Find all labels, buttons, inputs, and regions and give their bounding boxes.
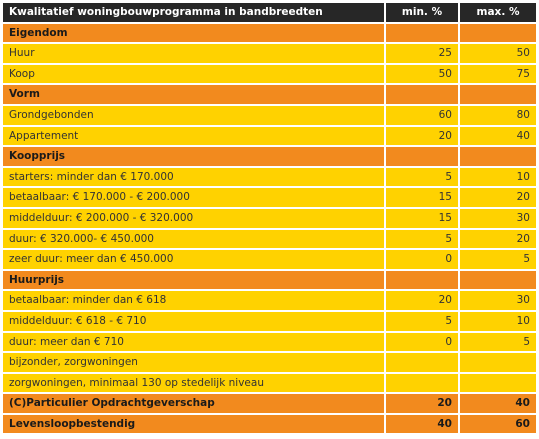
max-percent: 40 xyxy=(460,394,536,415)
min-percent: 15 xyxy=(386,209,460,230)
max-percent: 5 xyxy=(460,333,536,354)
table-row xyxy=(3,230,536,251)
max-percent xyxy=(460,147,536,168)
table-header-row xyxy=(3,3,536,24)
max-percent xyxy=(460,271,536,292)
row-label: Grondgebonden xyxy=(3,106,386,127)
table-row xyxy=(3,333,536,354)
header-title: Kwalitatief woningbouwprogramma in bandbreedten xyxy=(3,3,386,24)
header-max: max. % xyxy=(460,3,536,24)
max-percent xyxy=(460,353,536,374)
max-percent: 5 xyxy=(460,250,536,271)
row-label: Levensloopbestendig xyxy=(3,415,386,436)
max-percent: 40 xyxy=(460,127,536,148)
min-percent xyxy=(386,147,460,168)
row-label: zeer duur: meer dan € 450.000 xyxy=(3,250,386,271)
max-percent xyxy=(460,374,536,395)
max-percent xyxy=(460,24,536,45)
section-label: Koopprijs xyxy=(3,147,386,168)
max-percent: 80 xyxy=(460,106,536,127)
row-label: Koop xyxy=(3,65,386,86)
max-percent: 50 xyxy=(460,44,536,65)
min-percent: 40 xyxy=(386,415,460,436)
row-label: Huur xyxy=(3,44,386,65)
max-percent: 10 xyxy=(460,312,536,333)
row-label: betaalbaar: minder dan € 618 xyxy=(3,291,386,312)
table-row xyxy=(3,374,536,395)
table-row xyxy=(3,65,536,86)
row-label: middelduur: € 618 - € 710 xyxy=(3,312,386,333)
table-row xyxy=(3,106,536,127)
row-label: duur: € 320.000- € 450.000 xyxy=(3,230,386,251)
min-percent: 0 xyxy=(386,333,460,354)
table-row xyxy=(3,209,536,230)
min-percent xyxy=(386,24,460,45)
min-percent: 25 xyxy=(386,44,460,65)
min-percent: 5 xyxy=(386,312,460,333)
max-percent: 20 xyxy=(460,188,536,209)
row-label: Appartement xyxy=(3,127,386,148)
section-label: Huurprijs xyxy=(3,271,386,292)
min-percent: 5 xyxy=(386,168,460,189)
table-row xyxy=(3,291,536,312)
min-percent: 5 xyxy=(386,230,460,251)
min-percent: 20 xyxy=(386,291,460,312)
section-header-row xyxy=(3,85,536,106)
max-percent: 30 xyxy=(460,209,536,230)
row-label: middelduur: € 200.000 - € 320.000 xyxy=(3,209,386,230)
table-row xyxy=(3,250,536,271)
row-label: starters: minder dan € 170.000 xyxy=(3,168,386,189)
table-row xyxy=(3,312,536,333)
table-row xyxy=(3,188,536,209)
table-row xyxy=(3,127,536,148)
min-percent xyxy=(386,353,460,374)
max-percent: 75 xyxy=(460,65,536,86)
min-percent: 20 xyxy=(386,394,460,415)
table-row xyxy=(3,44,536,65)
min-percent xyxy=(386,85,460,106)
section-header-row xyxy=(3,271,536,292)
housing-program-table xyxy=(3,3,536,435)
section-header-row xyxy=(3,24,536,45)
row-label: (C)Particulier Opdrachtgeverschap xyxy=(3,394,386,415)
table-body xyxy=(3,24,536,436)
section-label: Vorm xyxy=(3,85,386,106)
min-percent: 50 xyxy=(386,65,460,86)
min-percent: 20 xyxy=(386,127,460,148)
table-row xyxy=(3,353,536,374)
min-percent xyxy=(386,374,460,395)
section-header-row xyxy=(3,147,536,168)
section-label: Eigendom xyxy=(3,24,386,45)
max-percent xyxy=(460,85,536,106)
row-label: bijzonder, zorgwoningen xyxy=(3,353,386,374)
max-percent: 30 xyxy=(460,291,536,312)
max-percent: 10 xyxy=(460,168,536,189)
min-percent xyxy=(386,271,460,292)
min-percent: 0 xyxy=(386,250,460,271)
total-row xyxy=(3,415,536,436)
table-row xyxy=(3,168,536,189)
header-min: min. % xyxy=(386,3,460,24)
min-percent: 15 xyxy=(386,188,460,209)
row-label: duur: meer dan € 710 xyxy=(3,333,386,354)
max-percent: 20 xyxy=(460,230,536,251)
min-percent: 60 xyxy=(386,106,460,127)
row-label: betaalbaar: € 170.000 - € 200.000 xyxy=(3,188,386,209)
max-percent: 60 xyxy=(460,415,536,436)
total-row xyxy=(3,394,536,415)
row-label: zorgwoningen, minimaal 130 op stedelijk niveau xyxy=(3,374,386,395)
